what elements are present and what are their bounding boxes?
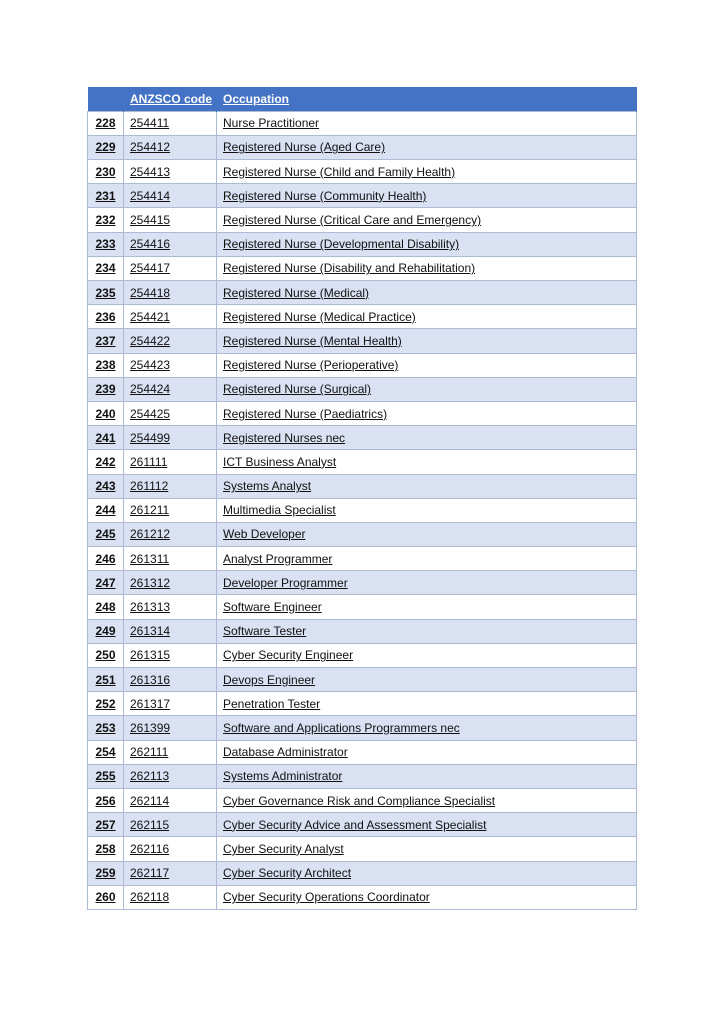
occupation-cell	[217, 861, 637, 885]
table-body	[88, 111, 637, 909]
occupation-link[interactable]: Registered Nurse (Medical)	[223, 285, 370, 300]
anzsco-code-cell	[124, 256, 217, 280]
row-number-cell	[88, 547, 124, 571]
anzsco-code-link[interactable]: 254417	[130, 261, 171, 276]
table-row	[88, 692, 637, 716]
occupation-cell	[217, 426, 637, 450]
occupation-link[interactable]: Registered Nurse (Medical Practice)	[223, 309, 416, 324]
row-number-link[interactable]: 228	[95, 116, 116, 131]
anzsco-code-cell	[124, 426, 217, 450]
anzsco-code-link[interactable]: 261317	[130, 696, 171, 711]
occupation-cell	[217, 184, 637, 208]
row-number-link[interactable]: 251	[95, 672, 116, 687]
anzsco-code-link[interactable]: 261311	[130, 551, 170, 566]
occupation-link[interactable]: Software Tester	[223, 624, 307, 639]
table-row	[88, 716, 637, 740]
occupation-cell	[217, 377, 637, 401]
row-number-cell	[88, 813, 124, 837]
anzsco-code-link[interactable]: 254423	[130, 358, 171, 373]
row-number-cell	[88, 619, 124, 643]
occupation-cell	[217, 547, 637, 571]
row-number-link[interactable]: 239	[95, 382, 116, 397]
row-number-link[interactable]: 253	[95, 720, 116, 735]
occupation-link[interactable]: Cyber Governance Risk and Compliance Specialist	[223, 793, 496, 808]
anzsco-code-link[interactable]: 254418	[130, 285, 171, 300]
occupation-cell	[217, 643, 637, 667]
row-number-link[interactable]: 249	[95, 624, 116, 639]
row-number-link[interactable]: 233	[95, 237, 116, 252]
occupation-cell	[217, 329, 637, 353]
anzsco-code-link[interactable]: 261212	[130, 527, 171, 542]
occupation-link[interactable]: Database Administrator	[223, 745, 348, 760]
occupation-link[interactable]: Registered Nurse (Community Health)	[223, 188, 427, 203]
anzsco-code-link[interactable]: 261315	[130, 648, 171, 663]
occupation-link[interactable]: Web Developer	[223, 527, 306, 542]
occupation-table-container	[87, 87, 636, 910]
table-row	[88, 861, 637, 885]
occupation-link[interactable]: Registered Nurse (Disability and Rehabilitation)	[223, 261, 476, 276]
table-row	[88, 571, 637, 595]
anzsco-code-cell	[124, 305, 217, 329]
anzsco-code-cell	[124, 450, 217, 474]
occupation-cell	[217, 885, 637, 909]
anzsco-code-cell	[124, 522, 217, 546]
anzsco-code-link[interactable]: 262113	[130, 769, 170, 784]
anzsco-code-link[interactable]: 261312	[130, 575, 171, 590]
table-row	[88, 135, 637, 159]
occupation-link[interactable]: Cyber Security Operations Coordinator	[223, 890, 430, 905]
occupation-cell	[217, 305, 637, 329]
occupation-cell	[217, 450, 637, 474]
row-number-cell	[88, 474, 124, 498]
row-number-cell	[88, 788, 124, 812]
occupation-cell	[217, 764, 637, 788]
anzsco-code-link[interactable]: 262115	[130, 817, 170, 832]
table-row	[88, 498, 637, 522]
anzsco-code-link[interactable]: 254415	[130, 213, 171, 228]
occupation-cell	[217, 256, 637, 280]
occupation-link[interactable]: Registered Nurse (Critical Care and Emergency)	[223, 213, 482, 228]
row-number-cell	[88, 353, 124, 377]
table-row	[88, 788, 637, 812]
row-number-link[interactable]: 243	[95, 479, 116, 494]
occupation-cell	[217, 498, 637, 522]
anzsco-code-link[interactable]: 254499	[130, 430, 171, 445]
row-number-cell	[88, 232, 124, 256]
row-number-cell	[88, 668, 124, 692]
row-number-cell	[88, 885, 124, 909]
anzsco-code-link[interactable]: 261399	[130, 720, 171, 735]
row-number-link[interactable]: 242	[95, 454, 116, 469]
row-number-cell	[88, 692, 124, 716]
anzsco-code-link[interactable]: 254424	[130, 382, 171, 397]
occupation-cell	[217, 474, 637, 498]
table-row	[88, 450, 637, 474]
occupation-cell	[217, 813, 637, 837]
row-number-cell	[88, 595, 124, 619]
anzsco-code-link[interactable]: 262114	[130, 793, 170, 808]
row-number-cell	[88, 305, 124, 329]
row-number-link[interactable]: 229	[95, 140, 116, 155]
row-number-cell	[88, 450, 124, 474]
occupation-link[interactable]: Software and Applications Programmers nec	[223, 720, 460, 735]
occupation-link[interactable]: Registered Nurse (Child and Family Health)	[223, 164, 456, 179]
table-row	[88, 160, 637, 184]
table-row	[88, 281, 637, 305]
anzsco-code-link[interactable]: 254412	[130, 140, 171, 155]
anzsco-code-cell	[124, 692, 217, 716]
table-row	[88, 329, 637, 353]
row-number-link[interactable]: 244	[95, 503, 116, 518]
row-number-cell	[88, 329, 124, 353]
occupation-link[interactable]: Cyber Security Architect	[223, 866, 352, 881]
anzsco-code-cell	[124, 329, 217, 353]
row-number-cell	[88, 281, 124, 305]
anzsco-code-link[interactable]: 262111	[130, 745, 169, 760]
anzsco-code-cell	[124, 184, 217, 208]
anzsco-code-cell	[124, 281, 217, 305]
anzsco-code-cell	[124, 571, 217, 595]
occupation-cell	[217, 401, 637, 425]
row-number-cell	[88, 861, 124, 885]
occupation-cell	[217, 522, 637, 546]
occupation-cell	[217, 788, 637, 812]
table-row	[88, 813, 637, 837]
row-number-link[interactable]: 240	[95, 406, 116, 421]
anzsco-code-cell	[124, 547, 217, 571]
occupation-link[interactable]: Registered Nurse (Surgical)	[223, 382, 372, 397]
anzsco-code-cell	[124, 885, 217, 909]
row-number-link[interactable]: 237	[95, 333, 116, 348]
anzsco-code-cell	[124, 111, 217, 135]
occupation-cell	[217, 232, 637, 256]
occupation-cell	[217, 668, 637, 692]
occupation-link[interactable]: Cyber Security Engineer	[223, 648, 354, 663]
anzsco-code-link[interactable]: 254416	[130, 237, 171, 252]
anzsco-code-link[interactable]: 262117	[130, 866, 170, 881]
occupation-link[interactable]: Registered Nurse (Developmental Disability)	[223, 237, 460, 252]
anzsco-code-cell	[124, 837, 217, 861]
row-number-link[interactable]: 232	[95, 213, 116, 228]
occupation-link[interactable]: Registered Nurse (Perioperative)	[223, 358, 399, 373]
anzsco-code-link[interactable]: 254425	[130, 406, 171, 421]
table-row	[88, 256, 637, 280]
anzsco-code-link[interactable]: 261112	[130, 479, 169, 494]
anzsco-code-cell	[124, 232, 217, 256]
row-number-link[interactable]: 248	[95, 600, 116, 615]
table-row	[88, 184, 637, 208]
anzsco-code-link[interactable]: 261313	[130, 600, 171, 615]
row-number-cell	[88, 716, 124, 740]
occupation-link[interactable]: Registered Nurse (Mental Health)	[223, 333, 402, 348]
row-number-link[interactable]: 256	[95, 793, 116, 808]
anzsco-code-cell	[124, 353, 217, 377]
row-number-cell	[88, 208, 124, 232]
anzsco-code-cell	[124, 643, 217, 667]
anzsco-code-link[interactable]: 254411	[130, 116, 170, 131]
occupation-table	[87, 87, 637, 910]
row-number-link[interactable]: 252	[95, 696, 116, 711]
anzsco-code-cell	[124, 135, 217, 159]
row-number-link[interactable]: 247	[95, 575, 116, 590]
anzsco-code-link[interactable]: 254422	[130, 333, 171, 348]
row-number-cell	[88, 256, 124, 280]
table-row	[88, 426, 637, 450]
row-number-link[interactable]: 238	[95, 358, 116, 373]
row-number-link[interactable]: 231	[95, 188, 116, 203]
row-number-link[interactable]: 245	[95, 527, 116, 542]
occupation-link[interactable]: Cyber Security Analyst	[223, 841, 344, 856]
row-number-cell	[88, 498, 124, 522]
occupation-cell	[217, 208, 637, 232]
occupation-link[interactable]: Cyber Security Advice and Assessment Specialist	[223, 817, 487, 832]
anzsco-code-cell	[124, 619, 217, 643]
table-row	[88, 837, 637, 861]
table-row	[88, 305, 637, 329]
anzsco-code-cell	[124, 813, 217, 837]
occupation-link[interactable]: Analyst Programmer	[223, 551, 333, 566]
occupation-cell	[217, 160, 637, 184]
row-number-link[interactable]: 259	[95, 866, 116, 881]
table-row	[88, 668, 637, 692]
occupation-link[interactable]: Registered Nurse (Aged Care)	[223, 140, 386, 155]
row-number-link[interactable]: 230	[95, 164, 116, 179]
occupation-link[interactable]: ICT Business Analyst	[223, 454, 337, 469]
anzsco-code-cell	[124, 861, 217, 885]
anzsco-code-link[interactable]: 261316	[130, 672, 171, 687]
row-number-link[interactable]: 258	[95, 841, 116, 856]
anzsco-code-link[interactable]: 262118	[130, 890, 170, 905]
row-number-cell	[88, 740, 124, 764]
row-number-cell	[88, 837, 124, 861]
anzsco-code-cell	[124, 160, 217, 184]
anzsco-code-link[interactable]: 254421	[130, 309, 171, 324]
table-row	[88, 885, 637, 909]
table-row	[88, 547, 637, 571]
table-row	[88, 208, 637, 232]
anzsco-code-cell	[124, 377, 217, 401]
occupation-link[interactable]: Registered Nurse (Paediatrics)	[223, 406, 388, 421]
anzsco-code-cell	[124, 716, 217, 740]
occupation-cell	[217, 353, 637, 377]
row-number-cell	[88, 135, 124, 159]
table-row	[88, 111, 637, 135]
anzsco-code-link[interactable]: 254414	[130, 188, 171, 203]
occupation-link[interactable]: Registered Nurses nec	[223, 430, 346, 445]
occupation-cell	[217, 571, 637, 595]
occupation-cell	[217, 619, 637, 643]
occupation-link[interactable]: Nurse Practitioner	[223, 116, 320, 131]
occupation-cell	[217, 111, 637, 135]
anzsco-code-cell	[124, 668, 217, 692]
row-number-cell	[88, 377, 124, 401]
row-number-link[interactable]: 257	[95, 817, 116, 832]
occupation-link[interactable]: Devops Engineer	[223, 672, 316, 687]
row-number-cell	[88, 522, 124, 546]
occupation-link[interactable]: Developer Programmer	[223, 575, 348, 590]
row-number-link[interactable]: 255	[95, 769, 116, 784]
occupation-cell	[217, 716, 637, 740]
occupation-cell	[217, 692, 637, 716]
occupation-link[interactable]: Penetration Tester	[223, 696, 321, 711]
anzsco-code-cell	[124, 788, 217, 812]
table-row	[88, 401, 637, 425]
row-number-cell	[88, 764, 124, 788]
table-row	[88, 232, 637, 256]
occupation-cell	[217, 281, 637, 305]
header-occupation[interactable]: Occupation	[217, 87, 637, 111]
header-number	[88, 87, 124, 111]
anzsco-code-link[interactable]: 261111	[130, 454, 168, 469]
anzsco-code-cell	[124, 764, 217, 788]
table-row	[88, 643, 637, 667]
row-number-cell	[88, 571, 124, 595]
occupation-link[interactable]: Systems Administrator	[223, 769, 343, 784]
row-number-link[interactable]: 234	[95, 261, 116, 276]
row-number-cell	[88, 111, 124, 135]
anzsco-code-cell	[124, 208, 217, 232]
row-number-link[interactable]: 260	[95, 890, 116, 905]
anzsco-code-link[interactable]: 254413	[130, 164, 171, 179]
table-row	[88, 522, 637, 546]
table-row	[88, 764, 637, 788]
table-row	[88, 595, 637, 619]
anzsco-code-link[interactable]: 261314	[130, 624, 171, 639]
anzsco-code-cell	[124, 474, 217, 498]
anzsco-code-cell	[124, 498, 217, 522]
table-header-row	[88, 87, 637, 111]
row-number-link[interactable]: 254	[95, 745, 116, 760]
anzsco-code-link[interactable]: 262116	[130, 841, 170, 856]
occupation-link[interactable]: Systems Analyst	[223, 479, 312, 494]
occupation-cell	[217, 740, 637, 764]
anzsco-code-cell	[124, 401, 217, 425]
occupation-link[interactable]: Multimedia Specialist	[223, 503, 336, 518]
table-row	[88, 740, 637, 764]
table-row	[88, 619, 637, 643]
row-number-link[interactable]: 250	[95, 648, 116, 663]
row-number-cell	[88, 426, 124, 450]
row-number-cell	[88, 401, 124, 425]
anzsco-code-cell	[124, 740, 217, 764]
table-row	[88, 474, 637, 498]
header-anzsco-code[interactable]: ANZSCO code	[124, 87, 217, 111]
occupation-cell	[217, 135, 637, 159]
row-number-link[interactable]: 236	[95, 309, 116, 324]
table-row	[88, 353, 637, 377]
anzsco-code-link[interactable]: 261211	[130, 503, 170, 518]
row-number-link[interactable]: 241	[95, 430, 116, 445]
row-number-link[interactable]: 235	[95, 285, 116, 300]
anzsco-code-cell	[124, 595, 217, 619]
row-number-cell	[88, 643, 124, 667]
occupation-cell	[217, 595, 637, 619]
occupation-cell	[217, 837, 637, 861]
row-number-link[interactable]: 246	[95, 551, 116, 566]
table-row	[88, 377, 637, 401]
row-number-cell	[88, 184, 124, 208]
occupation-link[interactable]: Software Engineer	[223, 600, 322, 615]
row-number-cell	[88, 160, 124, 184]
